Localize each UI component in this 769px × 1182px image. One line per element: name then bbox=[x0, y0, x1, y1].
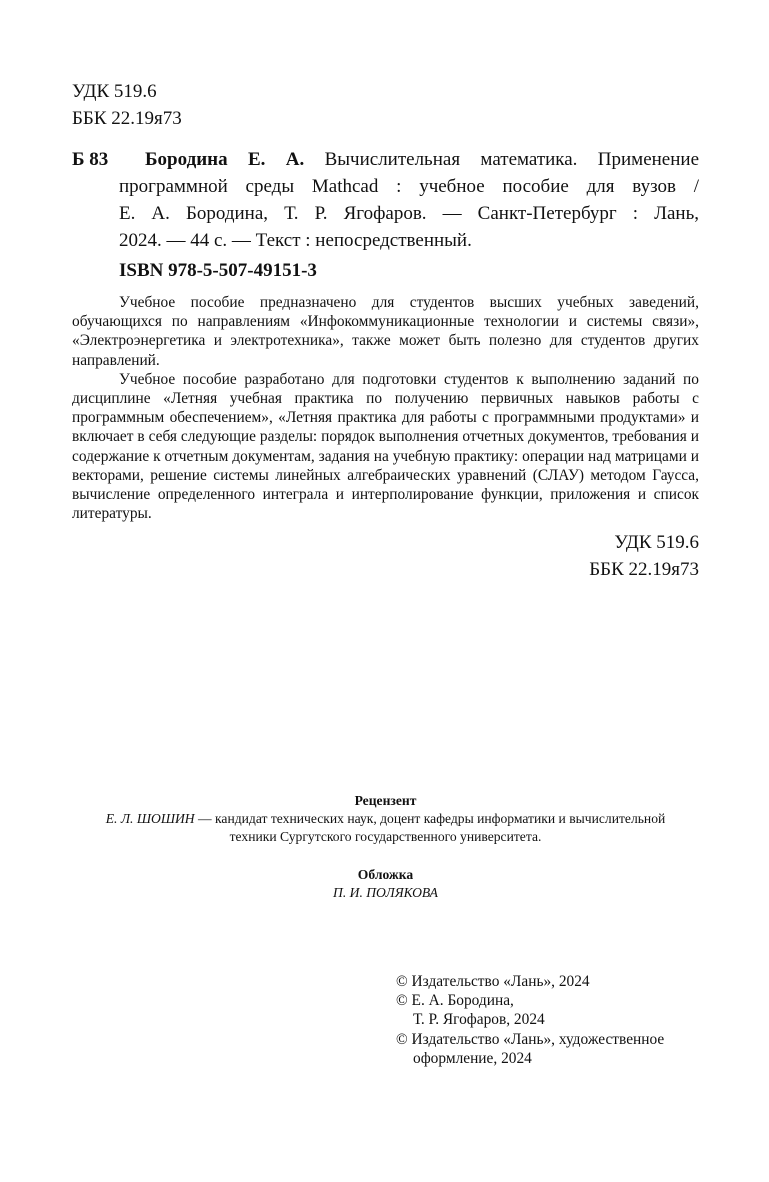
udk-code-bottom: УДК 519.6 bbox=[614, 532, 699, 553]
copyright-block bbox=[396, 972, 716, 1068]
reviewer-name: Е. Л. ШОШИН bbox=[105, 811, 195, 826]
bibliographic-description bbox=[119, 146, 699, 254]
classification-top bbox=[72, 78, 182, 132]
cover-artist-name: П. И. ПОЛЯКОВА bbox=[333, 885, 438, 900]
reviewer-line-2: техники Сургутского государственного университета. bbox=[229, 829, 542, 844]
annotation bbox=[72, 293, 699, 523]
copyright-line-5: оформление, 2024 bbox=[413, 1049, 532, 1067]
reviewer-line-1 bbox=[72, 810, 699, 828]
classification-bottom bbox=[450, 529, 699, 583]
copyright-line-1: © Издательство «Лань», 2024 bbox=[396, 973, 590, 990]
author-mark: Б 83 bbox=[72, 149, 109, 170]
bbk-code-bottom: ББК 22.19я73 bbox=[589, 559, 699, 580]
bibliographic-entry bbox=[72, 146, 699, 254]
bib-line-4: 2024. — 44 с. — Текст : непосредственный. bbox=[119, 230, 472, 251]
bib-line-3: Е. А. Бородина, Т. Р. Ягофаров. — Санкт-Петербург : Лань, bbox=[119, 203, 699, 224]
title-part-1: Вычислительная математика. Применение bbox=[324, 149, 700, 170]
reviewer-heading: Рецензент bbox=[354, 793, 417, 808]
reviewer-description: — кандидат технических наук, доцент кафедры информатики и вычислительной bbox=[194, 811, 666, 826]
isbn: ISBN 978-5-507-49151-3 bbox=[119, 260, 317, 281]
bbk-code: ББК 22.19я73 bbox=[72, 108, 182, 129]
cover-block bbox=[72, 866, 699, 902]
copyright-line-4: © Издательство «Лань», художественное bbox=[396, 1030, 665, 1048]
annotation-paragraph-1: Учебное пособие предназначено для студентов высших учебных заведений, обучающихся по направлениям «Инфокоммуникационные технологии и системы связи», «Электроэнергетика и электротехника», также может быть полезно для студентов других направлений. bbox=[72, 294, 699, 369]
author-name: Бородина Е. А. bbox=[145, 149, 305, 170]
copyright-line-2: © Е. А. Бородина, bbox=[396, 992, 514, 1010]
annotation-paragraph-2: Учебное пособие разработано для подготовки студентов к выполнению заданий по дисциплине «Летняя учебная практика по получению первичных навыков работы с программным обеспечением», «Летняя практика для работы с программными продуктами» и включает в себя следующие разделы: порядок выполнения отчетных документов, требования и содержание к отчетным документам, задания на учебную практику: операции над матрицами и векторами, решение системы линейных алгебраических уравнений (СЛАУ) методом Гаусса, вычисление определенного интеграла и интерполирование функции, приложения и список литературы. bbox=[72, 370, 699, 523]
bib-line-1 bbox=[119, 146, 699, 173]
copyright-line-3: Т. Р. Ягофаров, 2024 bbox=[413, 1011, 545, 1029]
bib-line-2: программной среды Mathcad : учебное пособие для вузов / bbox=[119, 176, 699, 197]
reviewer-block bbox=[72, 792, 699, 846]
udk-code: УДК 519.6 bbox=[72, 81, 157, 102]
cover-heading: Обложка bbox=[357, 867, 414, 882]
